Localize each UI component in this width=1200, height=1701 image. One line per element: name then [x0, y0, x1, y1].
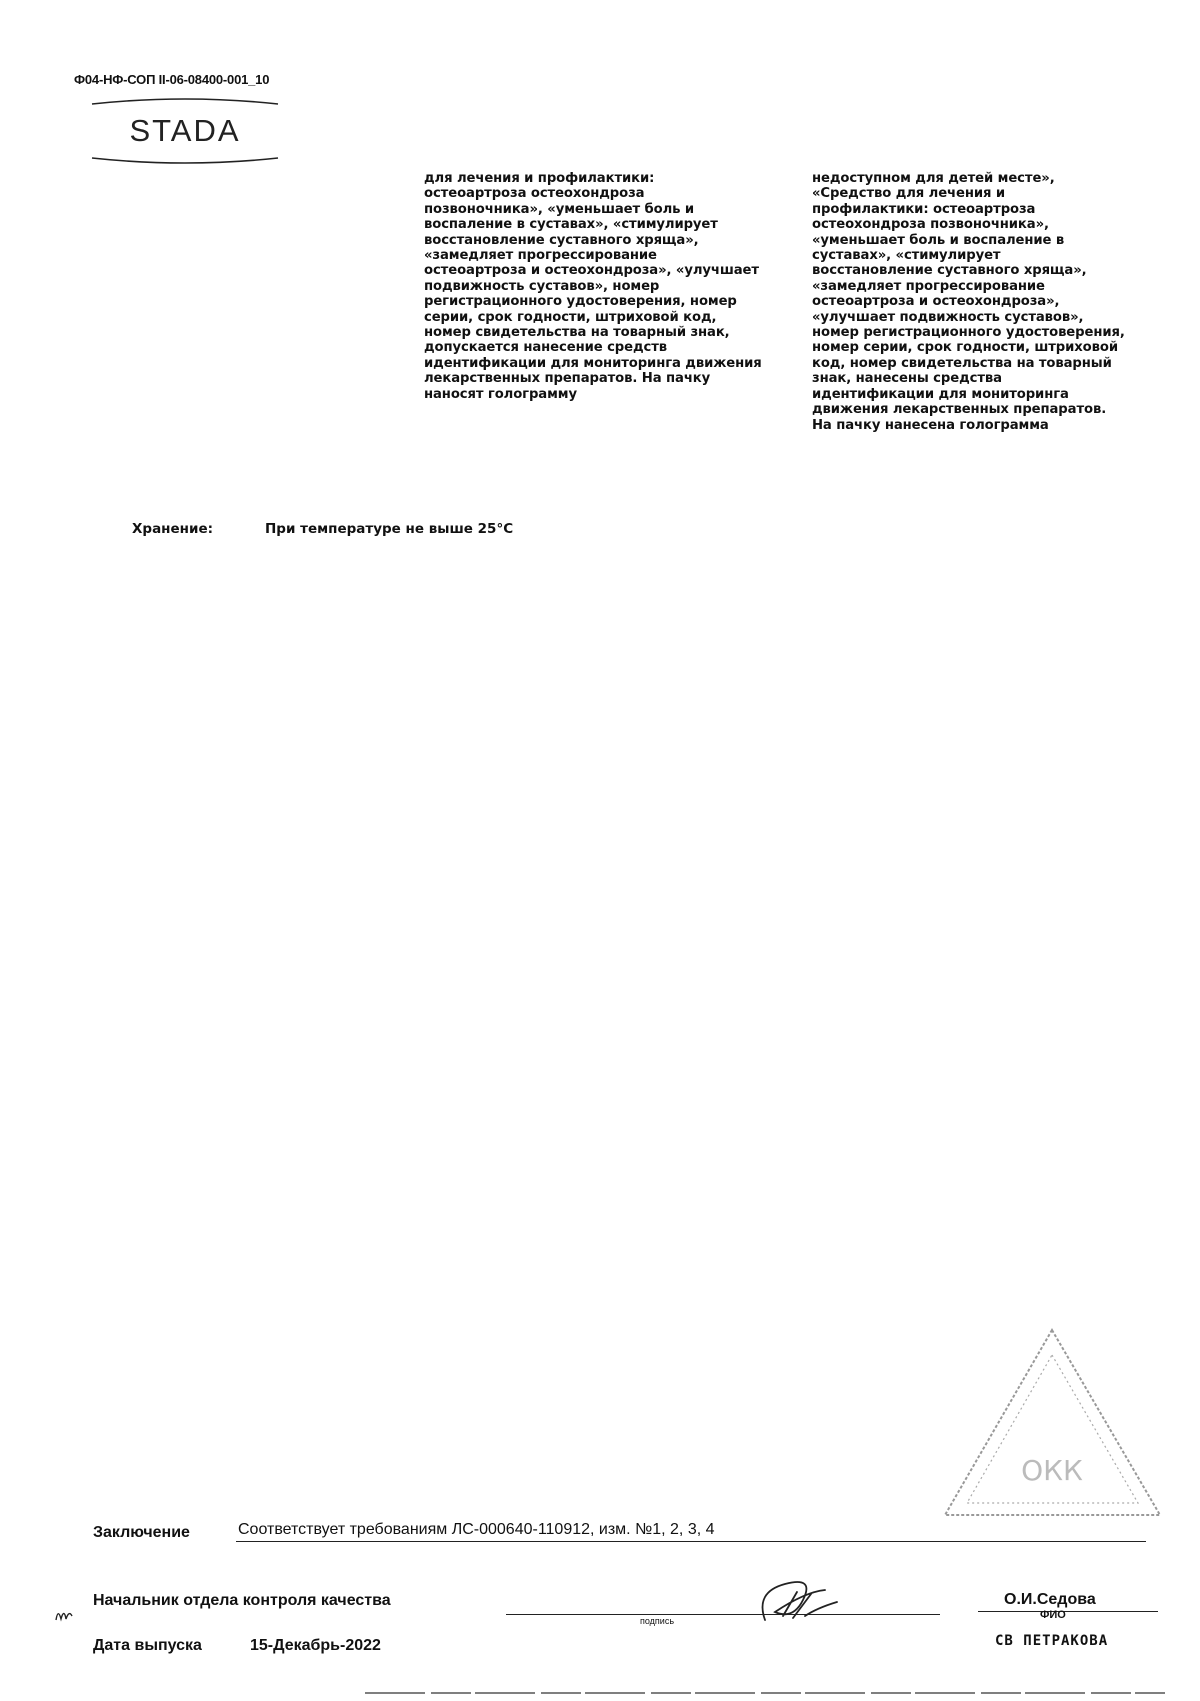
text-column-right: недоступном для детей месте», «Средство для лечения и профилактики: остеоартроза остеохондроза позвоночника», «уменьшает боль и воспаление в суставах», «стимулирует восстановление суставного хряща», «замедляет прогрессирование остеоартроза и остеохондроза», «улучшает подвижность суставов», номер регистрационного удостоверения, номер серии, срок годности, штриховой код, номер свидетельства на товарный знак, нанесены средства идентификации для мониторинга движения лекарственных препаратов. На пачку нанесена голограмма — [812, 171, 1125, 433]
document-code: Ф04-НФ-СОП II-06-08400-001_10 — [74, 72, 270, 87]
storage-value: При температуре не выше 25°С — [265, 521, 514, 537]
conclusion-underline — [236, 1541, 1146, 1542]
signature-line — [506, 1614, 940, 1615]
stada-logo — [90, 96, 280, 168]
handwritten-initials — [52, 1598, 92, 1626]
head-of-qc-label: Начальник отдела контроля качества — [93, 1592, 391, 1609]
release-date-value: 15-Декабрь-2022 — [250, 1637, 381, 1654]
fio-caption: ФИО — [1040, 1609, 1066, 1621]
text-column-left: для лечения и профилактики: остеоартроза остеохондроза позвоночника», «уменьшает боль и воспаление в суставах», «стимулирует восстановление суставного хряща», «замедляет прогрессирование остеоартроза и остеохондроза», «улучшает подвижность суставов», номер регистрационного удостоверения, номер серии, срок годности, штриховой код, номер свидетельства на товарный знак, допускается нанесение средств идентификации для мониторинга движения лекарственных препаратов. На пачку наносят голограмму — [424, 171, 762, 402]
signature — [745, 1572, 845, 1632]
quality-control-stamp — [940, 1325, 1165, 1525]
signature-caption: подпись — [640, 1616, 675, 1626]
bottom-scan-rule — [365, 1692, 1165, 1694]
signer-name: О.И.Седова — [1004, 1591, 1096, 1608]
storage-label: Хранение: — [132, 521, 214, 537]
stamp-text: ОКК — [1021, 1454, 1083, 1487]
handwritten-name: СВ ПЕТРАКОВА — [995, 1633, 1109, 1649]
release-date-label: Дата выпуска — [93, 1637, 202, 1654]
stada-logo-text: STADA — [129, 113, 241, 148]
conclusion-value: Соответствует требованиям ЛС-000640-110912, изм. №1, 2, 3, 4 — [238, 1521, 715, 1538]
name-underline — [978, 1611, 1158, 1612]
conclusion-label: Заключение — [93, 1524, 190, 1541]
